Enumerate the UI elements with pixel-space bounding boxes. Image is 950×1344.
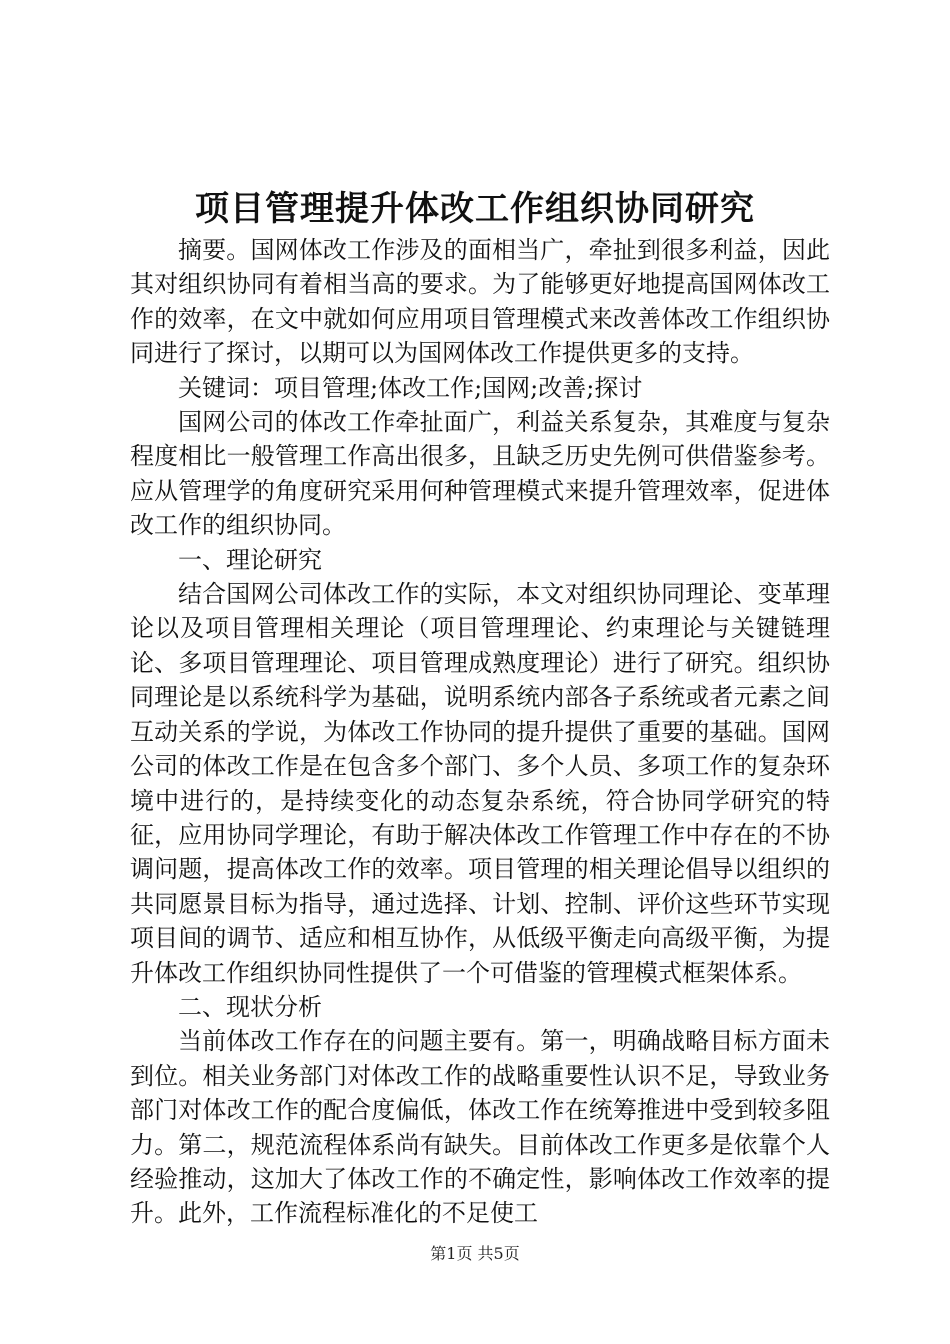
- document-title: 项目管理提升体改工作组织协同研究: [195, 189, 755, 229]
- intro-paragraph: 国网公司的体改工作牵扯面广，利益关系复杂，其难度与复杂程度相比一般管理工作高出很多，且缺乏历史先例可供借鉴参考。应从管理学的角度研究采用何种管理模式来提升管理效率，促进体改工作的组织协同。: [130, 408, 830, 540]
- theory-paragraph: 结合国网公司体改工作的实际，本文对组织协同理论、变革理论以及项目管理相关理论（项目管理理论、约束理论与关键链理论、多项目管理理论、项目管理成熟度理论）进行了研究。组织协同理论是以系统科学为基础，说明系统内部各子系统或者元素之间互动关系的学说，为体改工作协同的提升提供了重要的基础。国网公司的体改工作是在包含多个部门、多个人员、多项工作的复杂环境中进行的，是持续变化的动态复杂系统，符合协同学研究的特征，应用协同学理论，有助于解决体改工作管理工作中存在的不协调问题，提高体改工作的效率。项目管理的相关理论倡导以组织的共同愿景目标为指导，通过选择、计划、控制、评价这些环节实现项目间的调节、适应和相互协作，从低级平衡走向高级平衡，为提升体改工作组织协同性提供了一个可借鉴的管理模式框架体系。: [130, 580, 830, 987]
- document-body: [130, 233, 830, 1231]
- page-number-footer: 第1页 共5页: [430, 1244, 520, 1263]
- status-paragraph: 当前体改工作存在的问题主要有。第一，明确战略目标方面未到位。相关业务部门对体改工作的战略重要性认识不足，导致业务部门对体改工作的配合度偏低，体改工作在统筹推进中受到较多阻力。第二，规范流程体系尚有缺失。目前体改工作更多是依靠个人经验推动，这加大了体改工作的不确定性，影响体改工作效率的提升。此外，工作流程标准化的不足使工: [130, 1027, 830, 1228]
- keywords-paragraph: 关键词：项目管理;体改工作;国网;改善;探讨: [178, 373, 643, 402]
- section-heading-status: 二、现状分析: [178, 992, 322, 1021]
- abstract-paragraph: 摘要。国网体改工作涉及的面相当广，牵扯到很多利益，因此其对组织协同有着相当高的要求。为了能够更好地提高国网体改工作的效率，在文中就如何应用项目管理模式来改善体改工作组织协同进行了探讨，以期可以为国网体改工作提供更多的支持。: [130, 236, 830, 368]
- section-heading-theory: 一、理论研究: [178, 545, 322, 574]
